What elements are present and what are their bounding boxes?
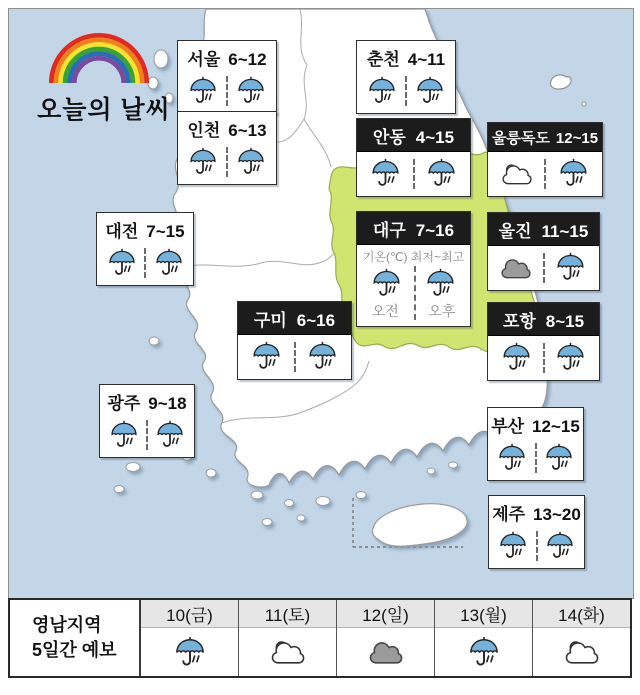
city-box-busan <box>487 407 584 481</box>
city-name: 부산 <box>491 417 525 436</box>
dokdo-island <box>582 102 586 106</box>
forecast-region-label <box>10 600 141 676</box>
forecast-day-column <box>239 600 337 676</box>
korea-weather-map <box>8 8 634 599</box>
region-label-line1: 영남지역 <box>32 614 102 635</box>
rain-umbrella-icon <box>415 75 445 107</box>
city-temp-range: 7~16 <box>415 221 455 240</box>
rain-umbrella-icon <box>501 341 532 374</box>
cloud-outline-icon <box>500 159 534 189</box>
region-label-line2: 5일간 예보 <box>32 640 117 660</box>
rain-umbrella-icon <box>307 340 338 373</box>
city-name: 춘천 <box>366 50 400 69</box>
city-temp-range: 12~15 <box>532 417 580 436</box>
page-title: 오늘의 날씨 <box>37 96 171 124</box>
rain-umbrella-icon <box>188 75 218 107</box>
city-name: 대전 <box>105 222 139 241</box>
city-box-incheon <box>177 111 277 185</box>
rain-umbrella-icon <box>555 341 586 374</box>
forecast-date: 14(화) <box>533 600 630 628</box>
city-name: 안동 <box>372 128 406 147</box>
city-box-chuncheon <box>356 40 456 114</box>
city-name: 인천 <box>187 121 221 140</box>
rain-umbrella-icon <box>174 635 206 670</box>
city-box-seoul <box>177 40 277 114</box>
cloud-gray-icon <box>367 638 405 666</box>
rain-umbrella-icon <box>107 247 137 279</box>
rain-umbrella-icon <box>188 146 218 178</box>
city-name: 제주 <box>492 505 526 524</box>
forecast-day-column <box>435 600 533 676</box>
city-name: 울진 <box>498 222 532 241</box>
city-temp-range: 6~13 <box>228 121 267 140</box>
city-box-gumi <box>237 301 352 380</box>
city-box-andong <box>356 118 471 197</box>
rain-umbrella-icon <box>367 75 397 107</box>
rain-umbrella-icon <box>251 340 282 373</box>
forecast-day-column <box>337 600 435 676</box>
forecast-date: 11(토) <box>239 600 336 628</box>
city-name: 울릉독도 <box>491 130 550 147</box>
city-box-pohang <box>487 302 600 381</box>
forecast-day-column <box>141 600 239 676</box>
rain-umbrella-icon <box>155 419 185 451</box>
jeju-island <box>372 504 467 547</box>
city-temp-range: 6~16 <box>296 311 336 330</box>
forecast-date: 13(월) <box>435 600 532 628</box>
ulleungdo-island <box>550 75 571 89</box>
city-box-gwangju <box>99 384 195 458</box>
city-box-daejeon <box>96 212 194 286</box>
rain-umbrella-icon <box>545 530 575 562</box>
rainbow-icon <box>39 27 169 83</box>
rain-umbrella-icon <box>236 75 266 107</box>
city-box-jeju <box>488 495 585 569</box>
city-name: 구미 <box>253 311 287 330</box>
map-title-block <box>29 27 179 126</box>
five-day-forecast-table <box>8 598 632 678</box>
city-temp-range: 7~15 <box>146 222 185 241</box>
city-box-uljin <box>487 212 600 291</box>
rain-umbrella-icon <box>370 157 401 190</box>
rain-umbrella-icon <box>497 442 527 474</box>
rain-umbrella-icon <box>555 251 586 284</box>
cloud-outline-icon <box>563 638 601 666</box>
city-temp-range: 11~15 <box>541 222 589 241</box>
rain-umbrella-icon <box>498 530 528 562</box>
rain-umbrella-icon <box>426 157 457 190</box>
am-label: 오전 <box>371 303 399 319</box>
forecast-date: 12(일) <box>337 600 434 628</box>
city-name: 대구 <box>372 221 406 240</box>
rain-umbrella-icon <box>468 635 500 670</box>
city-name: 서울 <box>187 50 221 69</box>
forecast-day-column <box>533 600 630 676</box>
rain-umbrella-icon <box>236 146 266 178</box>
city-temp-range: 12~15 <box>555 130 599 147</box>
rain-umbrella-icon <box>544 442 574 474</box>
rain-umbrella-icon <box>154 247 184 279</box>
cloud-gray-icon <box>499 253 533 283</box>
cloud-outline-icon <box>269 638 307 666</box>
rain-umbrella-icon <box>425 267 456 300</box>
pm-label: 오후 <box>428 303 456 319</box>
temperature-legend: 기온(℃) 최저~최고 <box>362 250 465 264</box>
city-name: 포항 <box>502 312 536 331</box>
rain-umbrella-icon <box>109 419 139 451</box>
forecast-date: 10(금) <box>141 600 238 628</box>
city-name: 광주 <box>107 394 141 413</box>
city-temp-range: 8~15 <box>545 312 585 331</box>
city-temp-range: 13~20 <box>533 505 581 524</box>
city-temp-range: 6~12 <box>228 50 267 69</box>
city-box-daegu <box>356 211 471 327</box>
city-temp-range: 4~11 <box>407 50 446 69</box>
rain-umbrella-icon <box>371 267 402 300</box>
city-temp-range: 4~15 <box>415 128 455 147</box>
city-box-ulleung-dokdo <box>487 122 603 197</box>
rain-umbrella-icon <box>558 157 589 190</box>
city-temp-range: 9~18 <box>148 394 187 413</box>
am-pm-divider <box>414 266 416 320</box>
